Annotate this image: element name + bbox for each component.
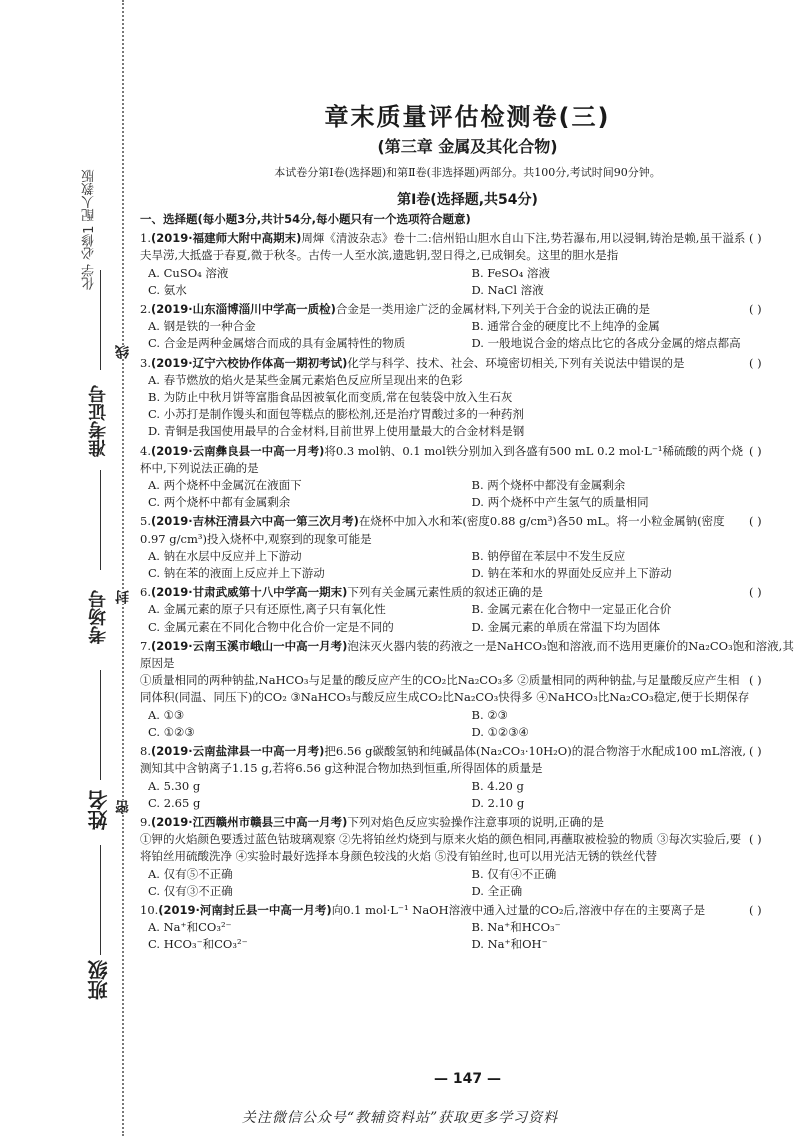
option-C: C. 两个烧杯中都有金属剩余: [148, 495, 291, 510]
option-D: D. 全正确: [471, 883, 523, 898]
page-title: 章末质量评估检测卷(三): [324, 103, 611, 131]
question-stem: [140, 638, 795, 688]
question-stem: [140, 230, 795, 264]
option-D: D. 两个烧杯中产生氢气的质量相同: [471, 495, 649, 510]
name-label: 姓名: [87, 790, 111, 830]
question-text: 泡沫灭火器内装的药液之一是NaHCO₃饱和溶液,而不选用更廉价的Na₂CO₃饱和溶液,其原因是: [140, 638, 794, 671]
option-D: D. NaCl 溶液: [471, 282, 544, 297]
question-number: 2.: [140, 302, 151, 317]
seal-xian: 线: [115, 345, 131, 359]
question-7: [140, 638, 795, 741]
question-number: 1.: [140, 231, 151, 246]
option-D: D. ①②③④: [471, 724, 529, 739]
option-D: D. 一般地说合金的熔点比它的各成分金属的熔点都高: [471, 336, 741, 351]
question-stem: [140, 814, 795, 847]
question-text: 化学与科学、技术、社会、环境密切相关,下列有关说法中错误的是: [347, 355, 685, 370]
question-stem: [140, 902, 795, 919]
question-source: (2019·云南盐津县一中高一月考): [150, 744, 325, 759]
binding-strip: [0, 0, 132, 1136]
page-number: — 147 —: [434, 1071, 501, 1087]
question-text: 在烧杯中加入水和苯(密度0.88 g/cm³)各50 mL。将一小粒金属钠(密度0.97 g/cm³)投入烧杯中,观察到的现象可能是: [140, 514, 725, 546]
question-text: 下列有关金属元素性质的叙述正确的是: [347, 585, 543, 600]
ticket-fill-line: [100, 270, 101, 370]
answer-blank[interactable]: ( ): [749, 832, 762, 847]
answer-blank[interactable]: ( ): [749, 744, 762, 759]
answer-blank[interactable]: ( ): [749, 585, 762, 600]
option-list: [140, 477, 795, 511]
question-5: [140, 513, 795, 582]
option-C: C. 金属元素在不同化合物中化合价一定是不同的: [148, 619, 394, 634]
question-statements: ①质量相同的两种钠盐,NaHCO₃与足量的酸反应产生的CO₂比Na₂CO₃多 ②质量相同的两种钠盐,与足量酸反应产生相同体积(同温、同压下)的CO₂ ③NaHCO₃与酸反应生成CO₂比Na₂CO₃快得多 ④NaHCO₃比Na₂CO₃稳定,便于长期保存: [140, 673, 750, 705]
option-A: A. 春节燃放的焰火是某些金属元素焰色反应所呈现出来的色彩: [148, 372, 463, 387]
question-text: 合金是一类用途广泛的金属材料,下列关于合金的说法正确的是: [335, 302, 651, 317]
answer-blank[interactable]: ( ): [749, 902, 762, 917]
question-stem: [140, 443, 795, 477]
option-C: C. 氨水: [148, 282, 187, 297]
question-1: [140, 230, 795, 299]
question-number: 10.: [140, 902, 159, 917]
question-3: [140, 355, 795, 441]
option-list: [140, 601, 795, 635]
option-C: C. 2.65 g: [148, 795, 201, 810]
name-fill-line: [100, 845, 101, 955]
question-number: 9.: [140, 814, 151, 829]
question-number: 3.: [140, 355, 151, 370]
question-8: [140, 743, 795, 812]
tear-line: [122, 0, 124, 1136]
option-D: D. 青铜是我国使用最早的合金材料,目前世界上使用量最大的合金材料是钢: [148, 424, 525, 439]
question-source: (2019·云南玉溪市峨山一中高一月考): [150, 638, 348, 653]
option-A: A. Na⁺和CO₃²⁻: [148, 920, 232, 935]
option-C: C. 钠在苯的液面上反应并上下游动: [148, 566, 325, 581]
option-list: [140, 265, 795, 299]
answer-blank[interactable]: ( ): [749, 355, 762, 370]
question-source: (2019·福建师大附中高期末): [150, 231, 302, 246]
question-source: (2019·甘肃武威第十八中学高一期末): [150, 585, 348, 600]
question-source: (2019·云南彝良县一中高一月考): [150, 443, 325, 458]
option-list: [140, 866, 795, 900]
seal-mi: 密: [115, 800, 131, 814]
question-statements: ①钾的火焰颜色要透过蓝色钴玻璃观察 ②先将铂丝灼烧到与原来火焰的颜色相同,再蘸取被检验的物质 ③每次实验后,要将铂丝用硫酸洗净 ④实验时最好选择本身颜色较浅的火焰 ⑤没有铂丝时,也可以用光洁无锈的铁丝代替: [140, 832, 742, 864]
question-stem: [140, 584, 795, 601]
book-info: 化学 必修1 配人教版: [82, 169, 97, 290]
question-text: 把6.56 g碳酸氢钠和纯碱晶体(Na₂CO₃·10H₂O)的混合物溶于水配成100 mL溶液,测知其中含钠离子1.15 g,若将6.56 g这种混合物加热到恒重,所得固体的质量是: [140, 744, 746, 776]
option-A: A. 5.30 g: [148, 778, 201, 793]
question-source: (2019·河南封丘县一中高一月考): [158, 902, 332, 917]
option-list: [140, 548, 795, 582]
question-text: 下列对焰色反应实验操作注意事项的说明,正确的是: [347, 814, 605, 829]
question-6: [140, 584, 795, 636]
option-D: D. 2.10 g: [471, 795, 525, 810]
option-D: D. 金属元素的单质在常温下均为固体: [471, 619, 661, 634]
option-B: B. 4.20 g: [471, 778, 524, 793]
option-C: C. 仅有③不正确: [148, 883, 233, 898]
question-text: 周煇《清波杂志》卷十二:信州铅山胆水自山下注,势若瀑布,用以浸铜,铸治是赖,虽干溢系夫旱涝,大抵盛于春夏,微于秋冬。古传一人至水滨,遗匙钥,翌日得之,已成铜矣。这里的胆水是指: [140, 231, 746, 263]
exam-page: [140, 0, 795, 1136]
question-2: [140, 301, 795, 353]
question-number: 4.: [140, 443, 151, 458]
question-number: 8.: [140, 744, 151, 759]
question-stem: [140, 513, 795, 547]
option-list: [140, 318, 795, 352]
room-fill-line: [100, 670, 101, 780]
option-list: [140, 919, 795, 953]
option-B: B. ②③: [471, 707, 508, 722]
option-A: A. 两个烧杯中金属沉在液面下: [148, 478, 302, 493]
question-10: [140, 902, 795, 954]
option-B: B. 为防止中秋月饼等富脂食品因被氧化而变质,常在包装袋中放入生石灰: [148, 390, 513, 405]
option-B: B. 两个烧杯中都没有金属剩余: [471, 478, 626, 493]
option-C: C. 合金是两种金属熔合而成的具有金属特性的物质: [148, 336, 406, 351]
option-D: D. 钠在苯和水的界面处反应并上下游动: [471, 566, 672, 581]
option-B: B. 通常合金的硬度比不上纯净的金属: [471, 319, 660, 334]
ticket-fill-line-2: [100, 470, 101, 570]
option-A: A. 金属元素的原子只有还原性,离子只有氧化性: [148, 602, 386, 617]
option-D: D. Na⁺和OH⁻: [471, 937, 548, 952]
question-stem: [140, 355, 795, 372]
chapter-subtitle: (第三章 金属及其化合物): [377, 137, 558, 156]
option-A: A. 仅有⑤不正确: [148, 866, 233, 881]
question-text: 向0.1 mol·L⁻¹ NaOH溶液中通入过量的CO₂后,溶液中存在的主要离子是: [331, 902, 706, 917]
answer-blank[interactable]: ( ): [749, 673, 762, 688]
question-source: (2019·吉林汪清县六中高一第三次月考): [150, 514, 359, 529]
option-list: [140, 372, 795, 441]
question-list: [140, 230, 795, 953]
option-C: C. HCO₃⁻和CO₃²⁻: [148, 937, 248, 952]
section-title: 一、选择题(每小题3分,共计54分,每小题只有一个选项符合题意): [140, 212, 471, 226]
option-A: A. CuSO₄ 溶液: [148, 265, 229, 280]
exam-info: 本试卷分第Ⅰ卷(选择题)和第Ⅱ卷(非选择题)两部分。共100分,考试时间90分钟。: [274, 166, 661, 179]
question-stem: [140, 743, 795, 777]
question-number: 6.: [140, 585, 151, 600]
answer-blank[interactable]: ( ): [749, 302, 762, 317]
option-A: A. 钠在水层中反应并上下游动: [148, 548, 302, 563]
question-9: [140, 814, 795, 900]
question-area: [140, 211, 795, 954]
ticket-label: 准考证号: [88, 385, 109, 457]
answer-blank[interactable]: ( ): [749, 514, 762, 529]
question-stem: [140, 301, 795, 318]
question-number: 5.: [140, 514, 151, 529]
option-C: C. ①②③: [148, 724, 195, 739]
class-label: 班级: [87, 960, 111, 1000]
option-C: C. 小苏打是制作馒头和面包等糕点的膨松剂,还是治疗胃酸过多的一种药剂: [148, 407, 524, 422]
option-A: A. 钢是铁的一种合金: [148, 319, 256, 334]
option-B: B. 仅有④不正确: [471, 866, 557, 881]
question-source: (2019·辽宁六校协作体高一期初考试): [150, 355, 348, 370]
part-title: 第Ⅰ卷(选择题,共54分): [397, 192, 538, 208]
option-B: B. FeSO₄ 溶液: [471, 265, 550, 280]
option-B: B. 钠停留在苯层中不发生反应: [471, 548, 626, 563]
option-list: [140, 778, 795, 812]
footer-note: 关注微信公众号“教辅资料站”获取更多学习资料: [241, 1110, 559, 1126]
question-source: (2019·江西赣州市赣县三中高一月考): [150, 814, 348, 829]
answer-blank[interactable]: ( ): [749, 443, 762, 458]
option-B: B. Na⁺和HCO₃⁻: [471, 920, 561, 935]
answer-blank[interactable]: ( ): [749, 231, 762, 246]
seal-feng: 封: [115, 590, 131, 604]
option-B: B. 金属元素在化合物中一定显正化合价: [471, 602, 672, 617]
question-source: (2019·山东淄博淄川中学高一质检): [150, 302, 336, 317]
question-4: [140, 443, 795, 512]
question-text: 将0.3 mol钠、0.1 mol铁分别加入到各盛有500 mL 0.2 mol·L⁻¹稀硫酸的两个烧杯中,下列说法正确的是: [140, 443, 743, 475]
option-A: A. ①③: [148, 707, 185, 722]
option-list: [140, 707, 795, 741]
room-label: 考场号: [88, 590, 109, 644]
question-number: 7.: [140, 638, 151, 653]
